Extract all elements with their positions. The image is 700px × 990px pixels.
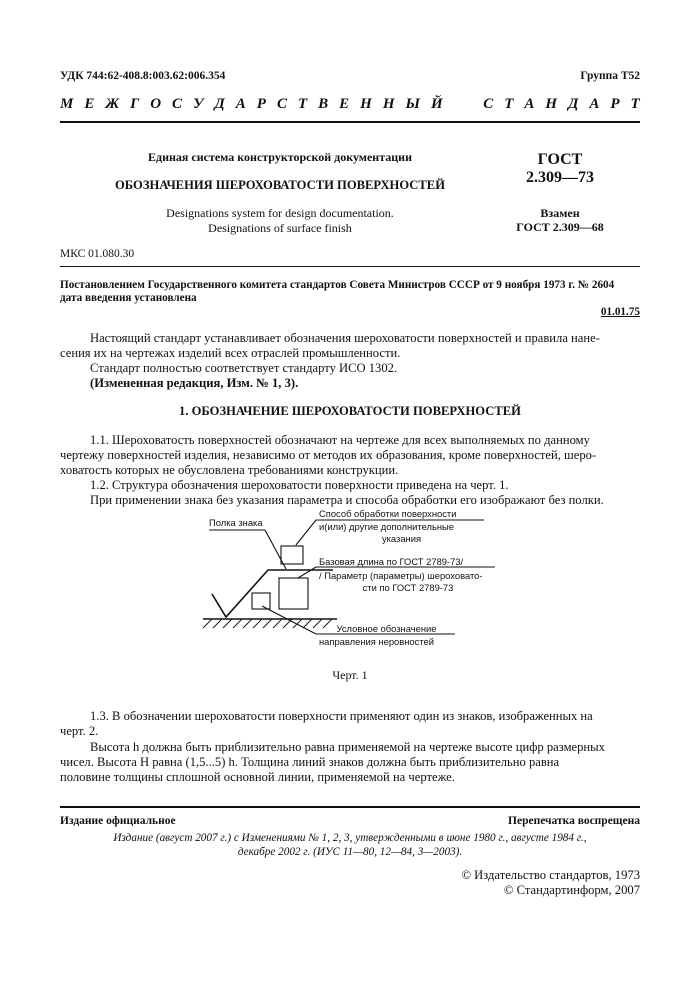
label-direction-1: Условное обозначение (336, 623, 437, 634)
box-parameter (279, 578, 308, 609)
replace-number: ГОСТ 2.309—68 (516, 220, 604, 234)
banner-letter: Ж (105, 96, 120, 112)
p13-line1: 1.3. В обозначении шероховатости поверхности применяют один из знаков, изображенных на (90, 709, 593, 723)
replace-label: Взамен (540, 206, 580, 220)
banner-letter: С (172, 96, 183, 112)
banner-letter: Р (256, 96, 266, 112)
edition-info-line1: Издание (август 2007 г.) с Изменениями № 1, 2, 3, утвержденными в июне 1980 г., августе 1984 г., (113, 832, 587, 844)
roughness-sign (212, 570, 333, 617)
banner-letter: Т (630, 96, 640, 112)
title-en-line2: Designations of surface finish (208, 221, 352, 235)
banner-letter: М (60, 96, 74, 112)
banner-letter: А (524, 96, 535, 112)
footer-rule (60, 806, 640, 808)
p12-line1: 1.2. Структура обозначения шероховатости поверхности приведена на черт. 1. (90, 478, 509, 492)
group-code: Группа Т52 (580, 70, 640, 82)
label-method-3: указания (381, 533, 422, 544)
banner-letter: Н (382, 96, 395, 112)
p13-height-line1: Высота h должна быть приблизительно равна применяемой на чертеже высоте цифр размерных (90, 740, 605, 754)
p11-line3: ховатость которых не обусловлена требованиями конструкции. (60, 463, 399, 477)
banner-letter: Е (84, 96, 95, 112)
banner-letter: Н (360, 96, 372, 112)
udk-code: УДК 744:62-408.8:003.62:006.354 (60, 70, 226, 82)
decree-line1: Постановлением Государственного комитета стандартов Совета Министров СССР от 9 ноября 1973 г. № 2604 (60, 279, 615, 291)
label-parameter-1: / Параметр (параметры) шероховато- (319, 570, 483, 581)
intro-p1-line2: сения их на чертежах изделий всех отраслей промышленности. (60, 346, 401, 360)
figure-caption: Черт. 1 (332, 668, 368, 682)
label-base-length: Базовая длина по ГОСТ 2789-73/ (319, 556, 464, 567)
effective-date: 01.01.75 (600, 306, 640, 318)
reprint-prohibited: Перепечатка воспрещена (508, 815, 640, 827)
p11-line1: 1.1. Шероховатость поверхностей обозначают на чертеже для всех выполняемых по данному (90, 433, 590, 447)
p13-height-line2: чисел. Высота H равна (1,5...5) h. Толщина линий знаков должна быть приблизительно равна (60, 755, 560, 769)
banner-letter: Г (130, 96, 140, 112)
section-1-heading: 1. ОБОЗНАЧЕНИЕ ШЕРОХОВАТОСТИ ПОВЕРХНОСТЕЙ (179, 404, 521, 418)
leader-method (296, 520, 316, 545)
banner-letter: Е (339, 96, 350, 112)
copyright-1973: © Издательство стандартов, 1973 (461, 868, 640, 882)
label-method-1: Способ обработки поверхности (319, 508, 457, 519)
label-method-2: и(или) другие дополнительные (319, 521, 454, 532)
banner-letter: С (483, 96, 494, 112)
box-direction (252, 593, 270, 609)
banner-letter: А (235, 96, 246, 112)
banner-letter: С (276, 96, 287, 112)
intro-p2: Стандарт полностью соответствует стандарту ИСО 1302. (90, 361, 398, 375)
p11-line2: чертежу поверхностей изделия, независимо от методов их образования, кроме поверхностей, шеро- (60, 448, 597, 462)
leader-parameter (298, 567, 316, 578)
mks-code: МКС 01.080.30 (60, 248, 135, 260)
banner-letter: Ы (405, 96, 421, 112)
system-name: Единая система конструкторской документации (148, 150, 412, 164)
standard-title: ОБОЗНАЧЕНИЯ ШЕРОХОВАТОСТИ ПОВЕРХНОСТЕЙ (114, 178, 445, 192)
copyright-2007: © Стандартинформ, 2007 (503, 883, 640, 897)
intro-p1-line1: Настоящий стандарт устанавливает обозначения шероховатости поверхностей и правила нане- (90, 331, 600, 345)
banner-letter: Т (504, 96, 514, 112)
edition-info-line2: декабре 2002 г. (ИУС 11—80, 12—84, 3—2003). (237, 846, 463, 858)
banner-letter: Р (610, 96, 620, 112)
surface-hatching (203, 619, 332, 628)
banner-letter: В (318, 96, 329, 112)
banner-letter: А (589, 96, 600, 112)
decree-line2: дата введения установлена (60, 292, 197, 304)
label-direction-2: направления неровностей (319, 636, 434, 647)
label-parameter-2: сти по ГОСТ 2789-73 (362, 582, 454, 593)
p13-line2: черт. 2. (60, 724, 99, 738)
banner-letter: Н (545, 96, 558, 112)
intro-p3-amendment: (Измененная редакция, Изм. № 1, 3). (90, 376, 299, 390)
box-method (281, 546, 303, 564)
leader-direction (262, 606, 316, 634)
title-en-line1: Designations system for design documentation. (166, 206, 394, 220)
official-edition: Издание официальное (60, 815, 176, 827)
banner-letter: У (193, 96, 204, 112)
banner-letter: О (150, 96, 162, 112)
gost-label: ГОСТ (537, 151, 583, 168)
p12-line2: При применении знака без указания параметра и способа обработки его изображают без полки. (90, 493, 604, 507)
banner-letter: Д (214, 96, 225, 112)
label-polka: Полка знака (209, 517, 263, 528)
banner-letter: Д (568, 96, 579, 112)
p13-height-line3: половине толщины сплошной основной линии, применяемой на чертеже. (60, 770, 455, 784)
gost-number: 2.309—73 (526, 169, 594, 186)
banner-letter: Й (431, 96, 443, 112)
leader-polka (265, 530, 286, 569)
banner-letter: Т (297, 96, 308, 112)
